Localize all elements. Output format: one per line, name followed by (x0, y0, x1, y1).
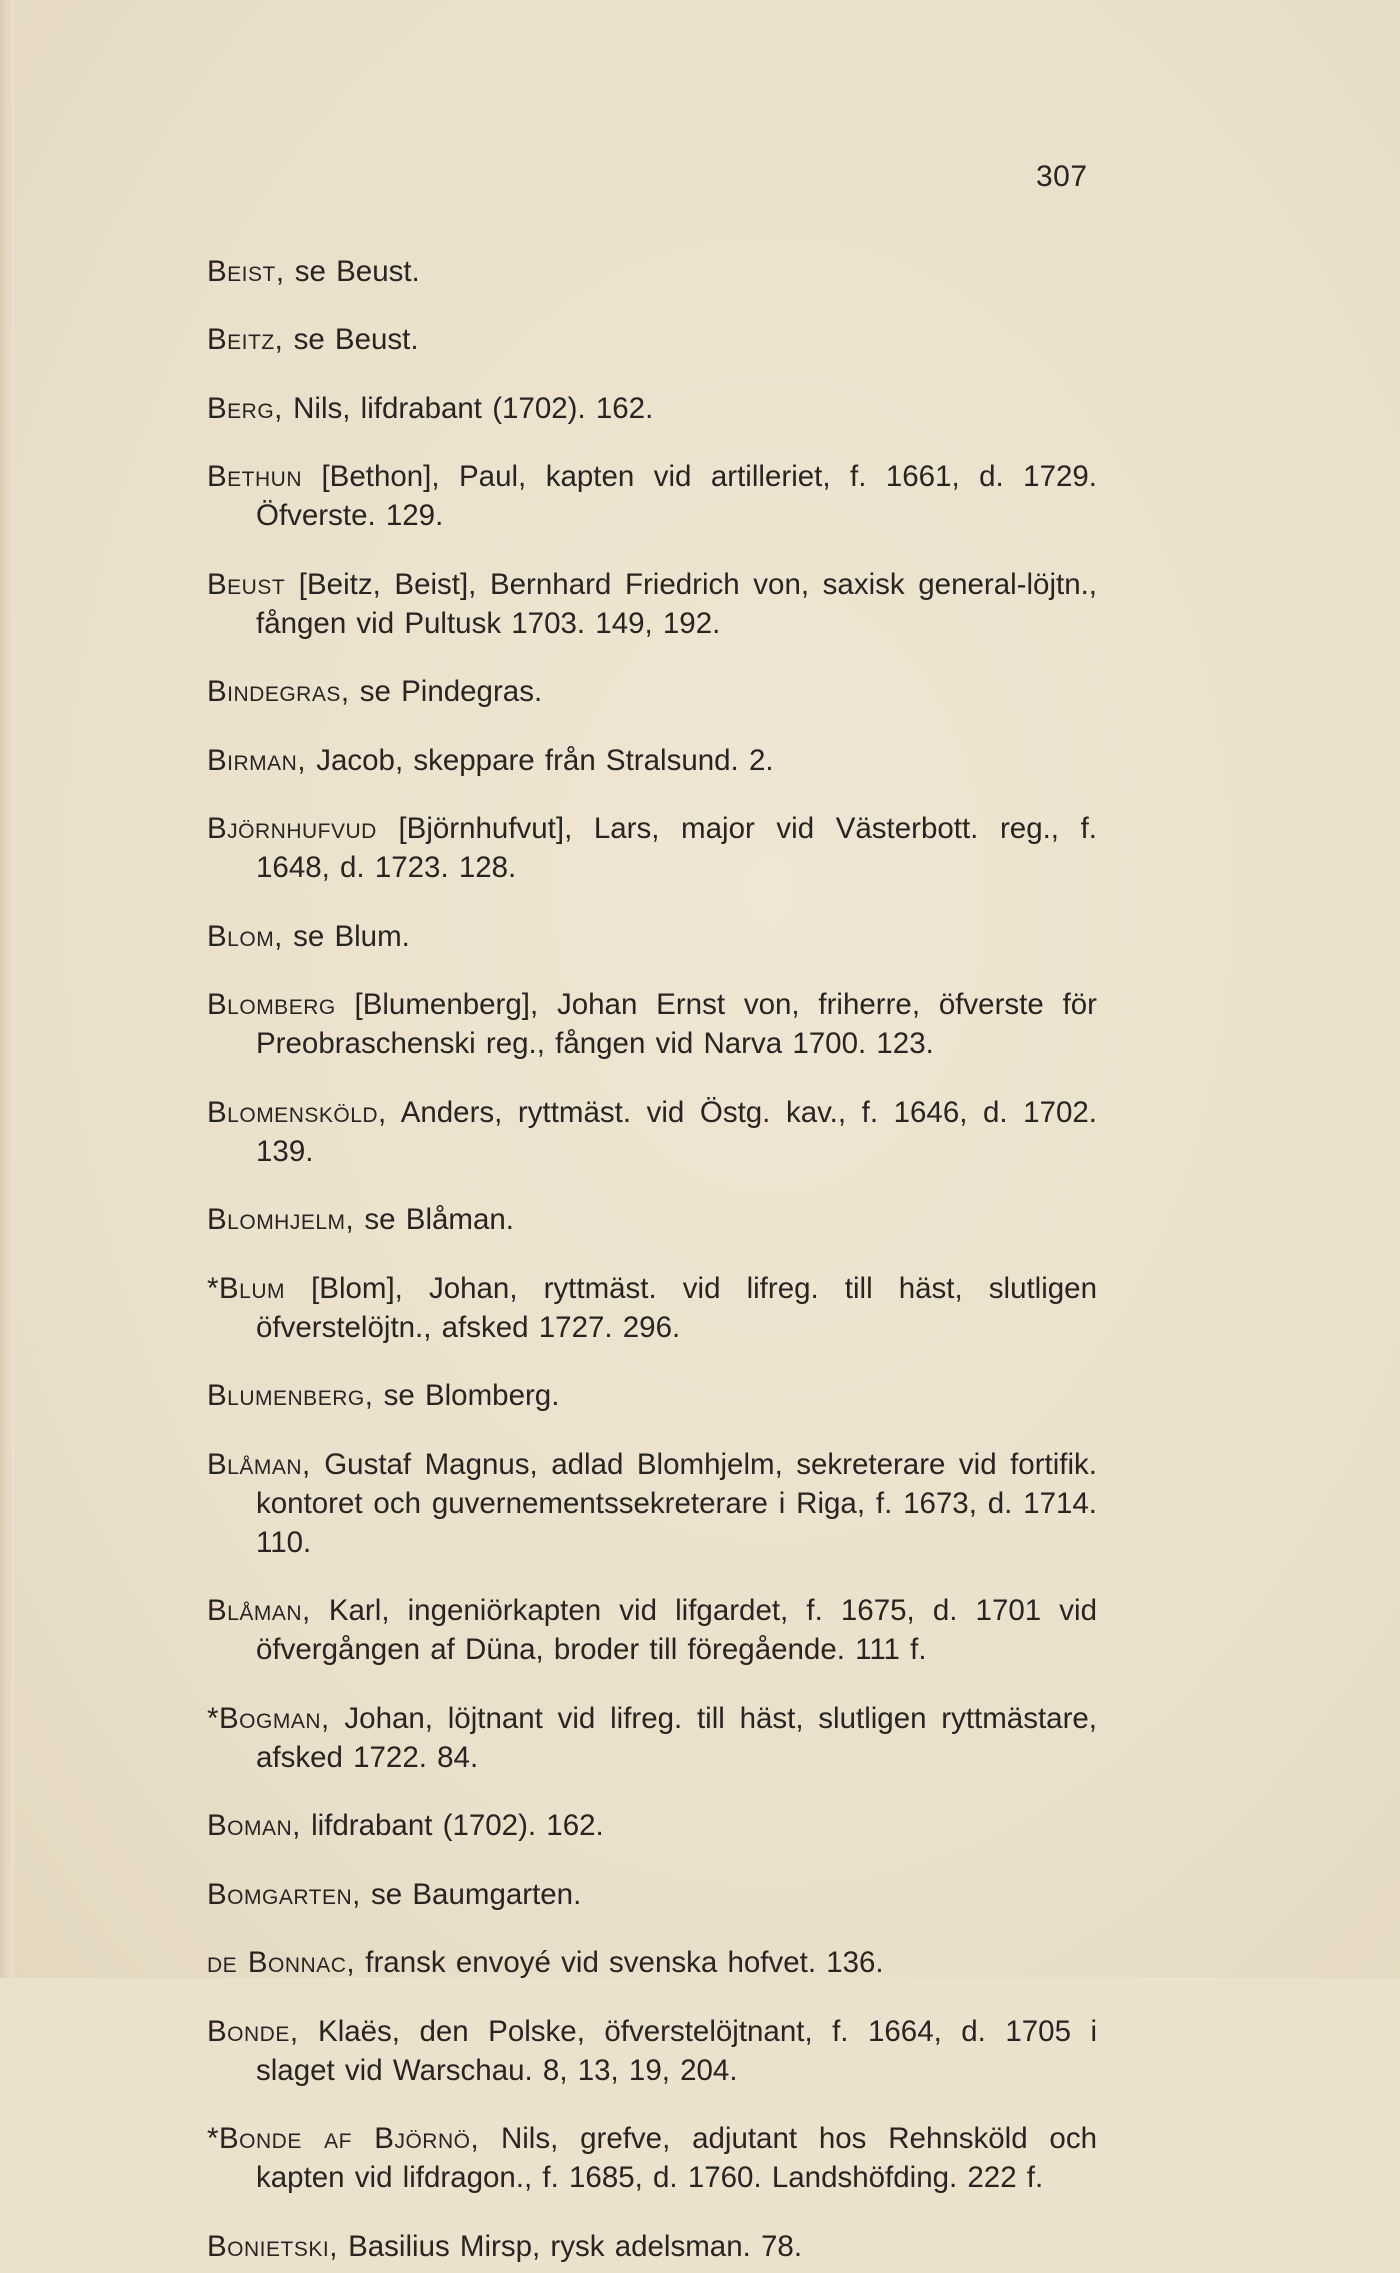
index-entry (207, 1445, 1097, 1562)
page-number: 307 (1036, 160, 1088, 193)
entry-name: Blomhjelm, (207, 1203, 355, 1236)
entry-text: se Baumgarten. (360, 1877, 582, 1911)
index-entry (207, 1093, 1097, 1171)
index-entry (207, 1943, 1097, 1982)
index-entry (207, 1376, 1097, 1415)
entry-name: Berg, (207, 391, 283, 425)
binding-edge (0, 0, 14, 1978)
entry-name: de Bonnac, (207, 1946, 356, 1979)
index-entry (207, 389, 1097, 428)
index-entry (207, 809, 1097, 887)
index-entry (207, 1699, 1097, 1777)
index-entry (207, 2227, 1097, 2266)
index-entry (207, 1269, 1097, 1347)
index-entry (207, 252, 1097, 291)
entry-text: Nils, lifdrabant (1702). 162. (282, 391, 654, 425)
entry-text: se Beust. (283, 323, 419, 356)
entry-text: Johan, löjtnant vid lifreg. till häst, slutligen ryttmästare, afsked 1722. 84. (256, 1701, 1097, 1774)
entry-name: *Bogman, (207, 1701, 330, 1735)
index-entry (207, 1806, 1097, 1845)
entry-name: *Bonde af Björnö, (207, 2122, 480, 2155)
index-entry (207, 320, 1097, 359)
entry-text: [Beitz, Beist], Bernhard Friedrich von, saxisk general-löjtn., fången vid Pultusk 1703. 149, 192. (256, 567, 1097, 640)
entry-text: fransk envoyé vid svenska hofvet. 136. (355, 1946, 884, 1979)
index-entry (207, 565, 1097, 643)
entry-text: Klaës, den Polske, öfverstelöjtnant, f. 1664, d. 1705 i slaget vid Warschau. 8, 13, 19, 204. (256, 2014, 1097, 2087)
entry-name: *Blum (207, 1271, 285, 1305)
index-entry (207, 741, 1097, 780)
entry-name: Bethun (207, 460, 303, 493)
entry-name: Beist, (207, 254, 285, 288)
entry-text: se Blum. (282, 919, 410, 953)
index-entry (207, 1591, 1097, 1669)
entry-text: [Björnhufvut], Lars, major vid Västerbott. reg., f. 1648, d. 1723. 128. (256, 812, 1097, 884)
entry-text: [Blumenberg], Johan Ernst von, friherre, öfverste för Preobraschenski reg., fången vid Narva 1700. 123. (256, 988, 1097, 1060)
entry-name: Blåman, (207, 1594, 311, 1627)
entry-text: Anders, ryttmäst. vid Östg. kav., f. 1646, d. 1702. 139. (256, 1095, 1097, 1168)
entry-text: se Blomberg. (373, 1379, 560, 1412)
entry-text: se Blåman. (354, 1203, 515, 1236)
entry-name: Blomensköld, (207, 1095, 387, 1129)
index-entry (207, 985, 1097, 1063)
entry-name: Bindegras, (207, 675, 350, 708)
index-entries (207, 222, 1097, 2273)
entry-name: Boman, (207, 1809, 301, 1842)
entry-text: [Bethon], Paul, kapten vid artilleriet, f. 1661, d. 1729. Öfverste. 129. (256, 460, 1097, 532)
index-entry (207, 457, 1097, 535)
index-entry (207, 1200, 1097, 1239)
entry-text: Nils, grefve, adjutant hos Rehnsköld och kapten vid lifdragon., f. 1685, d. 1760. Landshöfding. 222 f. (256, 2122, 1097, 2194)
index-entry (207, 2119, 1097, 2197)
entry-name: Bonietski, (207, 2229, 338, 2263)
entry-text: Basilius Mirsp, rysk adelsman. 78. (337, 2229, 803, 2263)
entry-name: Beitz, (207, 323, 284, 356)
entry-name: Blåman, (207, 1447, 311, 1481)
entry-text: Gustaf Magnus, adlad Blomhjelm, sekreterare vid fortifik. kontoret och guvernementssekreterare i Riga, f. 1673, d. 1714. 110. (256, 1447, 1097, 1559)
entry-name: Bonde, (207, 2014, 299, 2048)
entry-text: se Beust. (284, 254, 420, 288)
entry-text: [Blom], Johan, ryttmäst. vid lifreg. till häst, slutligen öfverstelöjtn., afsked 1727. 296. (256, 1271, 1097, 1344)
entry-name: Bomgarten, (207, 1877, 361, 1911)
entry-text: lifdrabant (1702). 162. (300, 1809, 604, 1842)
index-entry (207, 1875, 1097, 1914)
index-entry (207, 672, 1097, 711)
entry-name: Blom, (207, 919, 283, 953)
entry-name: Birman, (207, 743, 307, 777)
index-entry (207, 917, 1097, 956)
entry-name: Björnhufvud (207, 812, 377, 845)
entry-name: Beust (207, 567, 286, 601)
entry-text: se Pindegras. (349, 675, 543, 708)
index-entry (207, 2012, 1097, 2090)
entry-name: Blomberg (207, 988, 336, 1021)
entry-name: Blumenberg, (207, 1379, 374, 1412)
entry-text: Jacob, skeppare från Stralsund. 2. (306, 743, 774, 777)
entry-text: Karl, ingeniörkapten vid lifgardet, f. 1675, d. 1701 vid öfvergången af Düna, broder till föregående. 111 f. (256, 1594, 1097, 1666)
